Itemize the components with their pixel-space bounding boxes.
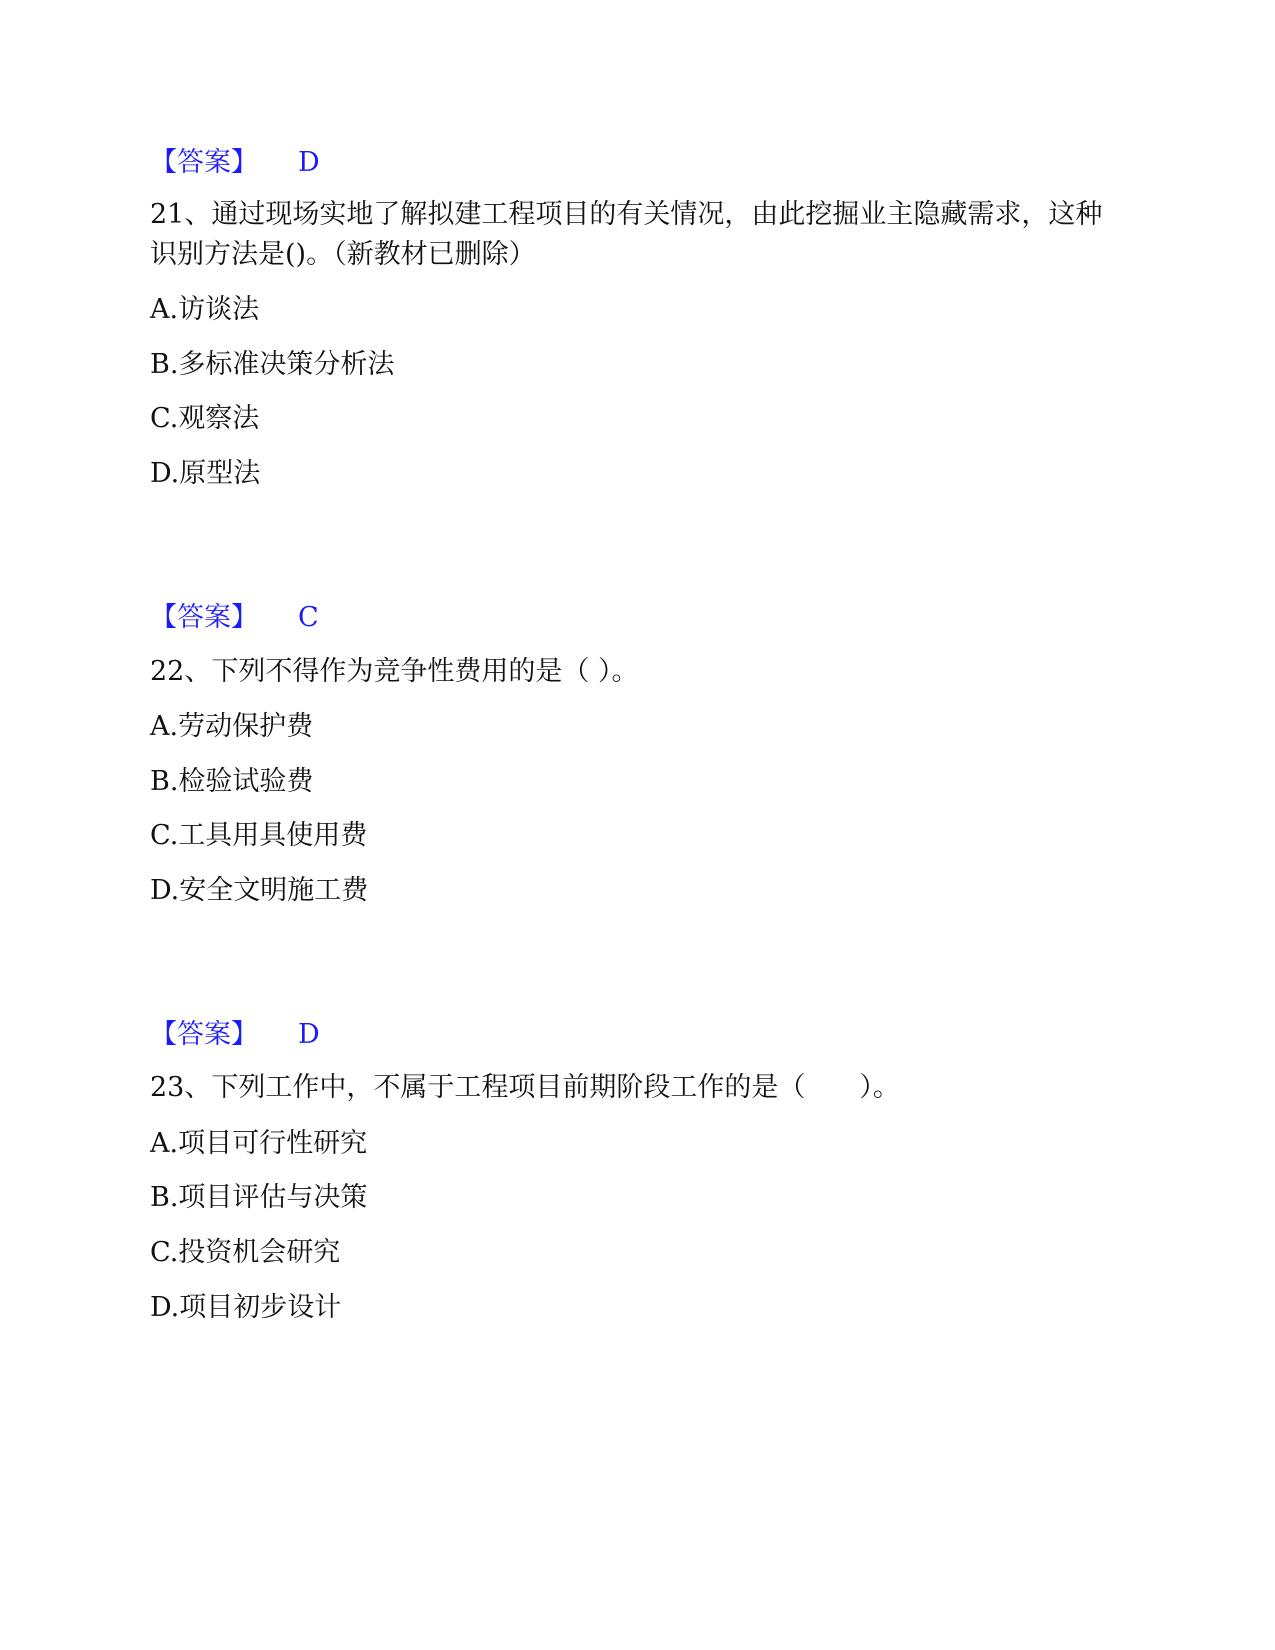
option-d: D.安全文明施工费 (150, 875, 369, 906)
option-a: A.访谈法 (150, 294, 260, 325)
option-c: C.观察法 (150, 403, 260, 434)
option-d: D.原型法 (150, 458, 261, 489)
option-c: C.工具用具使用费 (150, 820, 368, 851)
option-c: C.投资机会研究 (150, 1237, 341, 1268)
answer-label: 【答案】 (150, 602, 258, 633)
answer-value: D (298, 1019, 320, 1050)
answer-line (150, 146, 320, 180)
answer-label: 【答案】 (150, 1019, 258, 1050)
option-a: A.劳动保护费 (150, 711, 314, 742)
option-d: D.项目初步设计 (150, 1292, 342, 1323)
option-b: B.多标准决策分析法 (150, 349, 395, 380)
option-a: A.项目可行性研究 (150, 1128, 368, 1159)
answer-value: C (298, 602, 319, 633)
answer-value: D (298, 147, 320, 178)
option-b: B.项目评估与决策 (150, 1182, 368, 1213)
answer-line (150, 601, 319, 635)
question-text: 23、下列工作中，不属于工程项目前期阶段工作的是（ ）。 (150, 1072, 900, 1103)
question-text: 21、通过现场实地了解拟建工程项目的有关情况，由此挖掘业主隐藏需求，这种识别方法是()。（新教材已删除） (150, 199, 1103, 270)
question-text: 22、下列不得作为竞争性费用的是（ ）。 (150, 656, 639, 687)
answer-label: 【答案】 (150, 147, 258, 178)
option-b: B.检验试验费 (150, 766, 314, 797)
answer-line (150, 1018, 320, 1052)
